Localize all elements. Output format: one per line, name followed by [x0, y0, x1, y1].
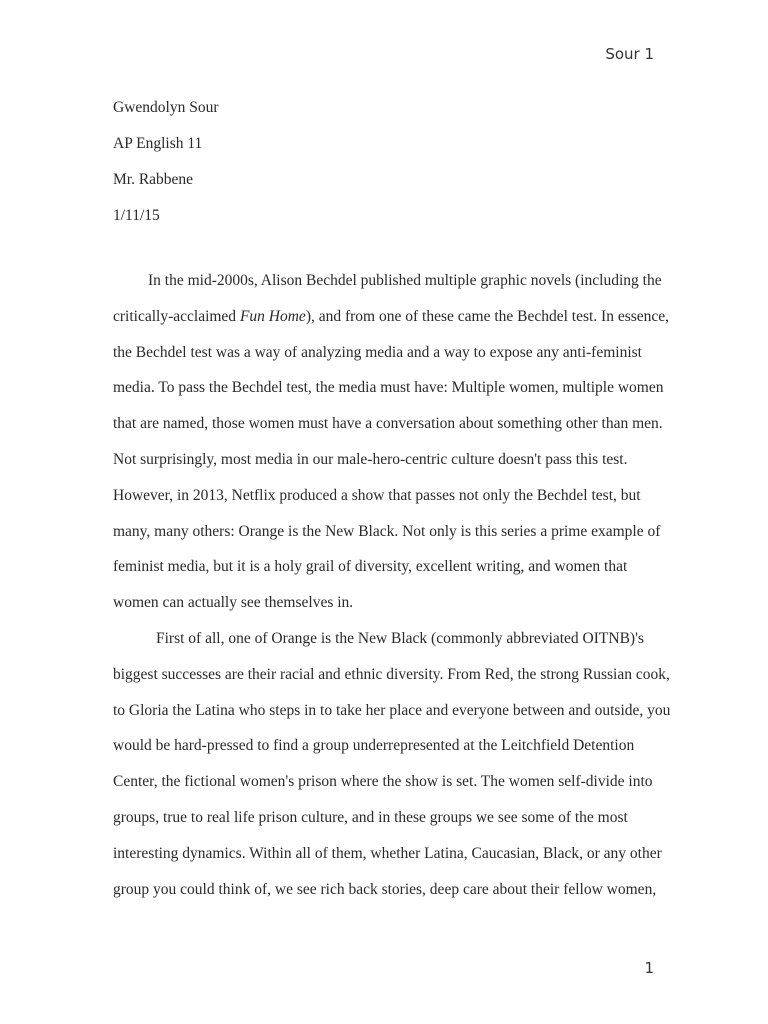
text-line: women can actually see themselves in. — [113, 594, 354, 612]
text-line: Center, the fictional women's prison where the show is set. The women self-divide into — [113, 773, 653, 791]
text-line: First of all, one of Orange is the New Black (commonly abbreviated OITNB)'s — [156, 629, 644, 647]
mla-heading — [113, 90, 218, 234]
text-line: Not surprisingly, most media in our male-hero-centric culture doesn't pass this test. — [113, 450, 628, 468]
text-line: that are named, those women must have a conversation about something other than men. — [113, 415, 663, 433]
text-line: groups, true to real life prison culture, and in these groups we see some of the most — [113, 808, 628, 826]
text-line: the Bechdel test was a way of analyzing media and a way to expose any anti-feminist — [113, 343, 642, 361]
text-line: media. To pass the Bechdel test, the media must have: Multiple women, multiple women — [113, 379, 664, 397]
essay-body — [113, 263, 671, 907]
paragraph-1 — [113, 263, 670, 621]
text-line: would be hard-pressed to find a group underrepresented at the Leitchfield Detention — [113, 737, 635, 755]
course-name: AP English 11 — [113, 135, 203, 152]
text-line: feminist media, but it is a holy grail of diversity, excellent writing, and women that — [113, 558, 628, 576]
text-line: In the mid-2000s, Alison Bechdel published multiple graphic novels (including the — [148, 272, 662, 289]
text-span: critically-acclaimed — [113, 307, 240, 325]
paragraph-2 — [113, 621, 671, 907]
text-span: ), and from one of these came the Bechdel test. In essence, — [305, 307, 670, 325]
text-line: many, many others: Orange is the New Black. Not only is this series a prime example of — [113, 522, 661, 540]
date: 1/11/15 — [113, 207, 160, 224]
running-head: Sour 1 — [605, 45, 654, 63]
text-line: to Gloria the Latina who steps in to take her place and everyone between and outside, you — [113, 701, 671, 719]
text-line — [113, 299, 670, 335]
text-line: interesting dynamics. Within all of them, whether Latina, Caucasian, Black, or any other — [113, 844, 662, 862]
book-title: Fun Home — [239, 307, 306, 325]
text-line: biggest successes are their racial and ethnic diversity. From Red, the strong Russian cook, — [113, 665, 670, 683]
author-name: Gwendolyn Sour — [113, 99, 219, 116]
page-number: 1 — [644, 959, 654, 977]
teacher-name: Mr. Rabbene — [113, 171, 194, 188]
text-line: group you could think of, we see rich back stories, deep care about their fellow women, — [113, 880, 657, 898]
text-line: However, in 2013, Netflix produced a show that passes not only the Bechdel test, but — [113, 486, 641, 504]
